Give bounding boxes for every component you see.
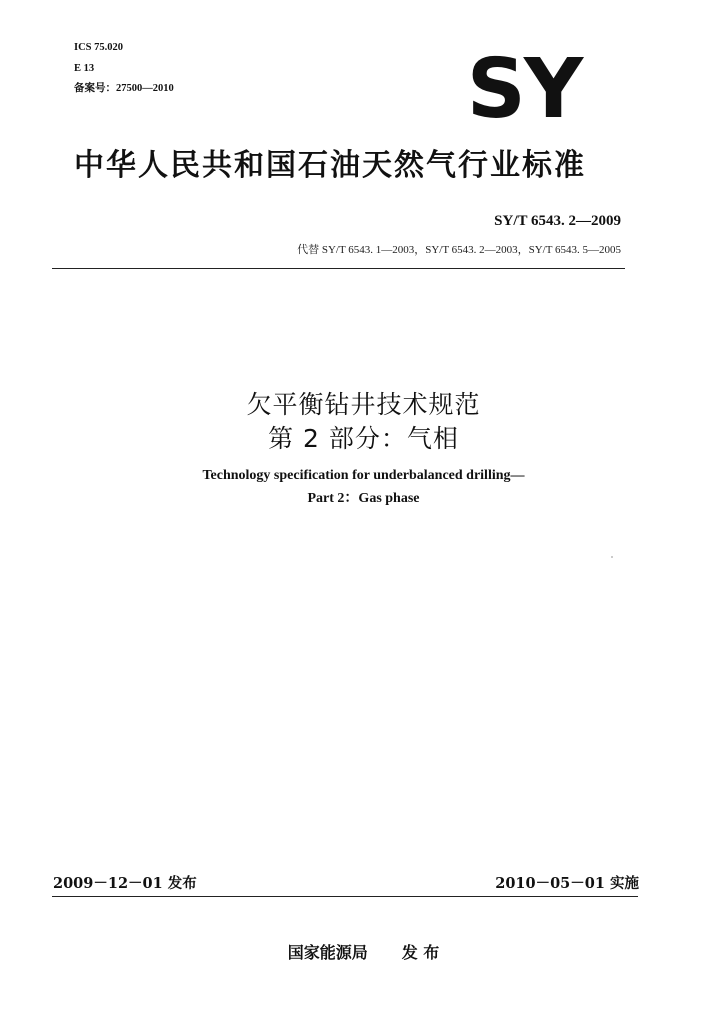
issuer-line [0, 940, 727, 963]
ics-code: ICS 75.020 [74, 42, 124, 53]
bottom-divider [52, 896, 638, 897]
issue-date: 2009－12－01 发布 [53, 875, 197, 892]
title-cn-line1: 欠平衡钻井技术规范 [246, 390, 481, 419]
sy-logo: SY [466, 42, 582, 137]
replaces-note: 代替 SY/T 6543. 1—2003，SY/T 6543. 2—2003，SY/T 6543. 5—2005 [297, 244, 621, 256]
scan-speck [611, 556, 613, 558]
standard-organization-title: 中华人民共和国石油天然气行业标准 [74, 148, 586, 183]
standard-number: SY/T 6543. 2—2009 [494, 213, 621, 229]
effective-date: 2010－05－01 实施 [495, 875, 639, 892]
issuer-name: 国家能源局 [287, 943, 368, 962]
issuer-action: 发 布 [401, 943, 440, 962]
class-code: E 13 [74, 63, 95, 74]
title-en-line2: Part 2：Gas phase [307, 491, 420, 506]
title-en-line1: Technology specification for underbalanced drilling— [202, 468, 525, 483]
title-cn-line2: 第 2 部分：气相 [268, 424, 459, 453]
top-divider [52, 268, 625, 269]
record-number: 备案号：27500—2010 [74, 83, 174, 94]
